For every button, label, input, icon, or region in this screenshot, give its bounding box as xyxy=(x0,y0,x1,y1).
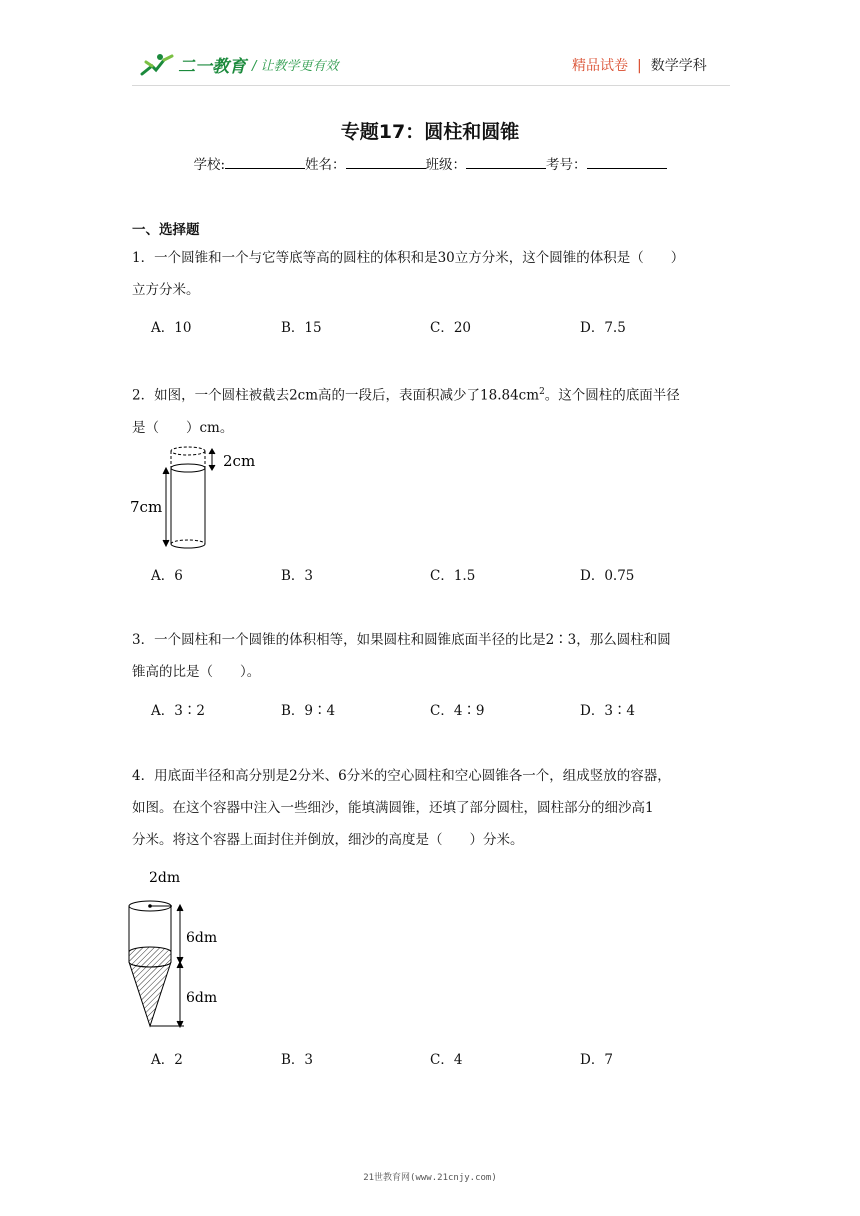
q4-option-d[interactable]: D．7 xyxy=(580,1052,613,1068)
question-1 xyxy=(132,242,732,306)
school-label: 学校: xyxy=(193,157,226,173)
section-heading: 一、选择题 xyxy=(132,222,200,238)
runner-logo-icon xyxy=(138,52,178,78)
q3-option-a[interactable]: A．3∶2 xyxy=(151,703,205,719)
q2-label-2cm: 2cm xyxy=(223,452,256,470)
q3-option-d[interactable]: D．3∶4 xyxy=(580,703,636,719)
name-blank[interactable] xyxy=(346,156,426,169)
q1-option-a[interactable]: A．10 xyxy=(151,320,192,336)
q1-option-b[interactable]: B．15 xyxy=(281,320,322,336)
q2-text-post: 。这个圆柱的底面半径 xyxy=(544,387,680,404)
q4-container-figure xyxy=(128,866,238,1032)
question-3 xyxy=(132,624,732,688)
class-blank[interactable] xyxy=(466,156,546,169)
page-footer: 21世教育网(www.21cnjy.com) xyxy=(363,1173,497,1183)
q4-option-b[interactable]: B．3 xyxy=(281,1052,314,1068)
question-2-line-1 xyxy=(132,376,732,412)
exam-no-blank[interactable] xyxy=(587,156,667,169)
question-4-line-2: 如图。在这个容器中注入一些细沙，能填满圆锥，还填了部分圆柱，圆柱部分的细沙高1 xyxy=(132,800,654,816)
header-right xyxy=(572,55,707,75)
q4-label-2dm: 2dm xyxy=(149,870,181,886)
q2-option-b[interactable]: B．3 xyxy=(281,568,314,584)
exam-no-label: 考号： xyxy=(546,157,587,173)
q2-option-d[interactable]: D．0.75 xyxy=(580,568,635,584)
question-3-line-1: 3．一个圆柱和一个圆锥的体积相等，如果圆柱和圆锥底面半径的比是2∶3，那么圆柱和圆 xyxy=(132,632,671,648)
question-1-line-1: 1．一个圆锥和一个与它等底等高的圆柱的体积和是30立方分米，这个圆锥的体积是（ ） xyxy=(132,250,685,266)
question-4-line-1: 4．用底面半径和高分别是2分米、6分米的空心圆柱和空心圆锥各一个，组成竖放的容器， xyxy=(132,768,671,784)
q4-label-upper-6dm: 6dm xyxy=(186,930,218,946)
q4-option-a[interactable]: A．2 xyxy=(151,1052,183,1068)
name-label: 姓名： xyxy=(305,157,346,173)
q2-label-7cm: 7cm xyxy=(130,498,163,516)
header-separator: | xyxy=(637,58,642,74)
school-blank[interactable] xyxy=(225,156,305,169)
q1-option-d[interactable]: D．7.5 xyxy=(580,320,626,336)
q2-superscript: 2 xyxy=(539,387,545,397)
logo-text: 二一教育 xyxy=(178,57,246,77)
question-4-line-3: 分米。将这个容器上面封住并倒放，细沙的高度是（ ）分米。 xyxy=(132,832,524,848)
q3-option-b[interactable]: B．9∶4 xyxy=(281,703,336,719)
question-4 xyxy=(132,760,732,856)
question-3-line-2: 锥高的比是（ ）。 xyxy=(132,664,261,680)
class-label: 班级： xyxy=(425,157,467,173)
q3-option-c[interactable]: C．4∶9 xyxy=(430,703,485,719)
q1-option-c[interactable]: C．20 xyxy=(430,320,472,336)
header-divider xyxy=(132,85,730,86)
q2-option-c[interactable]: C．1.5 xyxy=(430,568,476,584)
page-title: 专题17：圆柱和圆锥 xyxy=(340,121,520,143)
header-label-subject: 数学学科 xyxy=(650,58,707,74)
q4-option-c[interactable]: C．4 xyxy=(430,1052,463,1068)
slogan: / 让教学更有效 xyxy=(252,59,339,74)
q4-label-lower-6dm: 6dm xyxy=(186,990,218,1006)
header-label-premium: 精品试卷 xyxy=(572,58,628,74)
q2-text-pre: 2．如图，一个圆柱被截去2cm高的一段后，表面积减少了18.84cm xyxy=(132,387,540,404)
question-2-line-2: 是（ ）cm。 xyxy=(132,419,234,436)
student-info-line xyxy=(0,153,860,173)
question-2 xyxy=(132,376,732,444)
q2-option-a[interactable]: A．6 xyxy=(151,568,183,584)
q2-cylinder-figure xyxy=(130,444,270,554)
question-1-line-2: 立方分米。 xyxy=(132,282,200,298)
